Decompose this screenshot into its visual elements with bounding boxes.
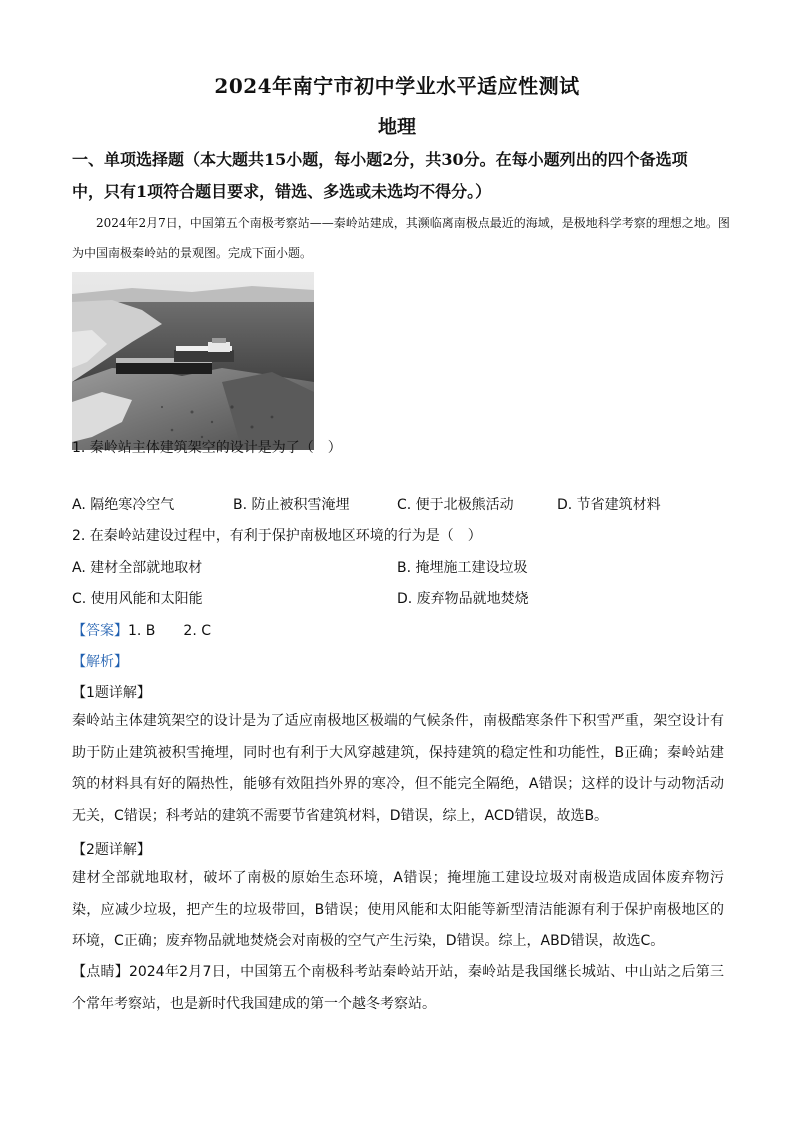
question-intro: 2024年2月7日，中国第五个南极考察站——秦岭站建成，其濒临离南极点最近的海域，是极地科学考察的理想之地。图为中国南极秦岭站的景观图。完成下面小题。 <box>72 216 730 260</box>
question-1-option-d: D. 节省建筑材料 <box>557 497 661 513</box>
qinling-station-photo <box>72 272 314 450</box>
question-2-stem: 2. 在秦岭站建设过程中，有利于保护南极地区环境的行为是（ ） <box>72 528 482 544</box>
question-1-stem: 1. 秦岭站主体建筑架空的设计是为了（ ） <box>72 440 342 456</box>
subject-title: 地理 <box>377 116 416 138</box>
exam-title: 2024年南宁市初中学业水平适应性测试 <box>214 74 580 98</box>
key-point-note: 【点睛】2024年2月7日，中国第五个南极科考站秦岭站开站，秦岭站是我国继长城站、中山站之后第三个常年考察站，也是新时代我国建成的第一个越冬考察站。 <box>72 964 724 1012</box>
answer-line <box>72 620 211 640</box>
detail-1-heading: 【1题详解】 <box>72 685 151 701</box>
question-1-option-a: A. 隔绝寒冷空气 <box>72 497 175 513</box>
question-2-option-c: C. 使用风能和太阳能 <box>72 591 203 607</box>
detail-2-heading: 【2题详解】 <box>72 842 151 858</box>
question-1-option-b: B. 防止被积雪淹埋 <box>233 497 350 513</box>
detail-1-text: 秦岭站主体建筑架空的设计是为了适应南极地区极端的气候条件，南极酷寒条件下积雪严重，架空设计有助于防止建筑被积雪掩埋，同时也有利于大风穿越建筑，保持建筑的稳定性和功能性，B正确；秦岭站建筑的材料具有好的隔热性，能够有效阻挡外界的寒冷，但不能完全隔绝，A错误；这样的设计与动物活动无关，C错误；科考站的建筑不需要节省建筑材料，D错误，综上，ACD错误，故选B。 <box>72 713 724 824</box>
question-1-option-c: C. 便于北极熊活动 <box>397 497 514 513</box>
section-heading-line2: 中，只有1项符合题目要求，错选、多选或未选均不得分。） <box>72 182 492 201</box>
answer-tag: 【答案】 <box>72 623 128 639</box>
detail-2-text: 建材全部就地取材，破坏了南极的原始生态环境，A错误；掩埋施工建设垃圾对南极造成固体废弃物污染，应减少垃圾，把产生的垃圾带回，B错误；使用风能和太阳能等新型清洁能源有利于保护南极地区的环境，C正确；废弃物品就地焚烧会对南极的空气产生污染，D错误。综上，ABD错误，故选C。 <box>72 870 724 949</box>
question-2-option-a: A. 建材全部就地取材 <box>72 560 203 576</box>
analysis-tag: 【解析】 <box>72 654 128 670</box>
question-2-option-b: B. 掩埋施工建设垃圾 <box>397 560 528 576</box>
question-2-option-d: D. 废弃物品就地焚烧 <box>397 591 529 607</box>
answer-value: 1. B 2. C <box>128 623 211 639</box>
section-heading-line1: 一、单项选择题（本大题共15小题，每小题2分，共30分。在每小题列出的四个备选项 <box>72 150 688 169</box>
